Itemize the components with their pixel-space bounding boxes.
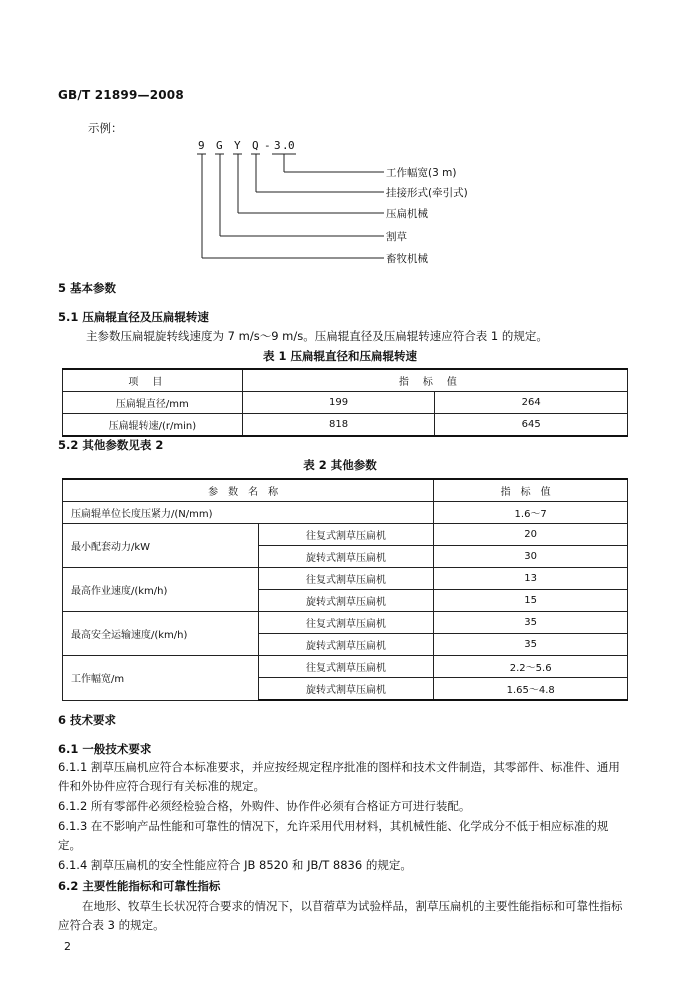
table-1-header-value: 指标值 <box>242 369 627 392</box>
code-label-hitch: 挂接形式(牵引式) <box>386 187 468 199</box>
table-cell: 818 <box>242 414 435 437</box>
code-label-livestock: 畜牧机械 <box>386 253 428 265</box>
page-number: 2 <box>64 940 71 953</box>
table-cell: 2.2～5.6 <box>434 656 628 678</box>
table-cell: 最小配套动力/kW <box>63 524 259 568</box>
table-cell: 压扁辊直径/mm <box>63 392 243 414</box>
paragraph-6-1-3: 6.1.3 在不影响产品性能和可靠性的情况下，允许采用代用材料，其机械性能、化学成分不低于相应标准的规定。 <box>58 819 609 852</box>
code-label-mowing: 割草 <box>386 231 407 243</box>
section-5-1-text: 主参数压扁辊旋转线速度为 7 m/s～9 m/s。压扁辊直径及压扁辊转速应符合表 1 的规定。 <box>86 329 548 343</box>
table-1-caption: 表 1 压扁辊直径和压扁辊转速 <box>262 349 417 363</box>
table-cell: 645 <box>435 414 628 437</box>
table-cell: 往复式割草压扁机 <box>258 524 434 546</box>
table-cell: 264 <box>435 392 628 414</box>
code-char: - <box>264 139 271 152</box>
table-row <box>63 392 628 414</box>
table-row <box>63 414 628 437</box>
section-6-1-heading: 6.1 一般技术要求 <box>58 742 152 756</box>
table-cell: 往复式割草压扁机 <box>258 612 434 634</box>
code-leader-lines <box>0 0 680 280</box>
paragraph-6-1-2: 6.1.2 所有零部件必须经检验合格，外购件、协作件必须有合格证方可进行装配。 <box>58 799 471 813</box>
table-2-caption: 表 2 其他参数 <box>303 458 377 472</box>
table-cell: 往复式割草压扁机 <box>258 656 434 678</box>
table-cell: 旋转式割草压扁机 <box>258 678 434 701</box>
code-char: . <box>282 139 289 152</box>
paragraph-6-1-4: 6.1.4 割草压扁机的安全性能应符合 JB 8520 和 JB/T 8836 的规定。 <box>58 858 412 872</box>
code-char: 3 <box>274 139 281 152</box>
table-row <box>63 656 628 678</box>
table-cell: 15 <box>434 590 628 612</box>
table-cell: 13 <box>434 568 628 590</box>
section-6-heading: 6 技术要求 <box>58 713 117 727</box>
table-row <box>63 568 628 590</box>
table-cell: 20 <box>434 524 628 546</box>
table-cell: 工作幅宽/m <box>63 656 259 701</box>
table-2 <box>62 478 628 701</box>
table-cell: 35 <box>434 612 628 634</box>
code-char: Q <box>252 139 259 152</box>
table-cell: 35 <box>434 634 628 656</box>
table-cell: 旋转式割草压扁机 <box>258 590 434 612</box>
table-cell: 30 <box>434 546 628 568</box>
table-cell: 旋转式割草压扁机 <box>258 546 434 568</box>
code-char: 0 <box>288 139 295 152</box>
table-1 <box>62 368 628 437</box>
table-cell: 最高作业速度/(km/h) <box>63 568 259 612</box>
table-cell: 1.6～7 <box>434 502 628 524</box>
example-label: 示例： <box>88 121 123 135</box>
table-cell: 往复式割草压扁机 <box>258 568 434 590</box>
code-char: 9 <box>198 139 205 152</box>
table-cell: 压扁辊单位长度压紧力/(N/mm) <box>63 502 434 524</box>
table-row <box>63 524 628 546</box>
section-5-1-heading: 5.1 压扁辊直径及压扁辊转速 <box>58 310 209 324</box>
section-5-heading: 5 基本参数 <box>58 281 117 295</box>
code-label-width: 工作幅宽(3 m) <box>386 167 457 179</box>
standard-number: GB/T 21899—2008 <box>58 88 184 102</box>
section-6-2-heading: 6.2 主要性能指标和可靠性指标 <box>58 879 221 893</box>
code-char: G <box>216 139 223 152</box>
table-cell: 旋转式割草压扁机 <box>258 634 434 656</box>
table-cell: 最高安全运输速度/(km/h) <box>63 612 259 656</box>
table-cell: 199 <box>242 392 435 414</box>
table-1-header-item: 项目 <box>63 369 243 392</box>
table-2-header-name: 参数名称 <box>63 479 434 502</box>
code-label-conditioner: 压扁机械 <box>386 208 428 220</box>
table-2-header-value: 指标值 <box>434 479 628 502</box>
table-cell: 1.65～4.8 <box>434 678 628 701</box>
table-row <box>63 502 628 524</box>
table-row <box>63 612 628 634</box>
paragraph-6-1-1: 6.1.1 割草压扁机应符合本标准要求，并应按经规定程序批准的图样和技术文件制造，其零部件、标准件、通用件和外协件应符合现行有关标准的规定。 <box>58 760 620 793</box>
paragraph-6-2: 在地形、牧草生长状况符合要求的情况下，以苜蓿草为试验样品，割草压扁机的主要性能指标和可靠性指标应符合表 3 的规定。 <box>58 899 623 932</box>
code-char: Y <box>234 139 241 152</box>
section-5-2-heading: 5.2 其他参数见表 2 <box>58 438 164 452</box>
table-cell: 压扁辊转速/(r/min) <box>63 414 243 437</box>
